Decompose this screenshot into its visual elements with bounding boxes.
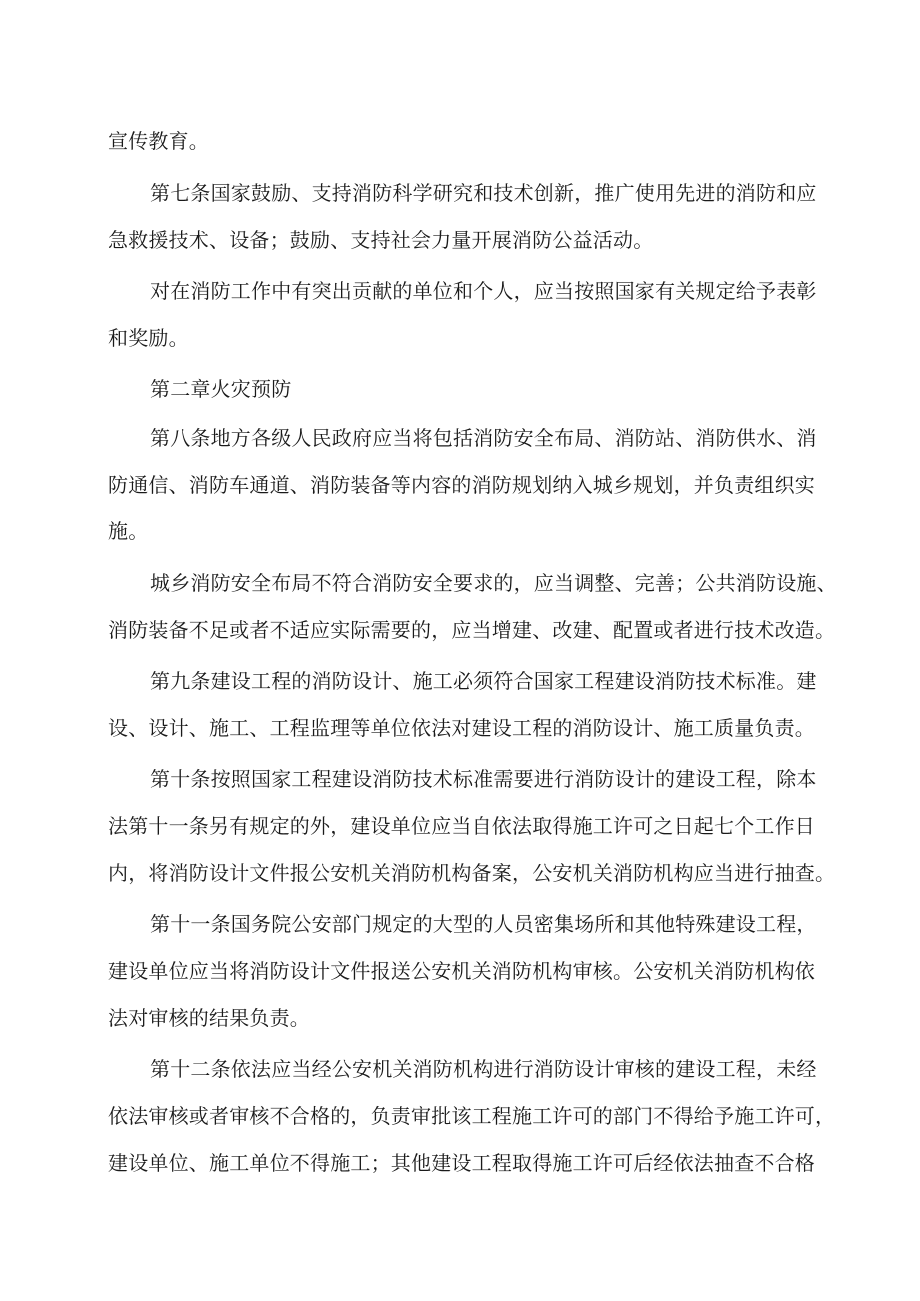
text-line: 急救援技术、设备；鼓励、支持社会力量开展消防公益活动。 — [108, 228, 654, 252]
text-line: 设、设计、施工、工程监理等单位依法对建设工程的消防设计、施工质量负责。 — [108, 716, 815, 740]
paragraph-start: 第十二条依法应当经公安机关消防机构进行消防设计审核的建设工程，未经 — [150, 1057, 817, 1081]
text-line: 宣传教育。 — [108, 129, 209, 153]
text-line: 建设单位应当将消防设计文件报送公安机关消防机构审核。公安机关消防机构依 — [108, 959, 815, 983]
chapter-heading: 第二章火灾预防 — [150, 377, 292, 401]
text-line: 法第十一条另有规定的外，建设单位应当自依法取得施工许可之日起七个工作日 — [108, 814, 815, 838]
text-line: 依法审核或者审核不合格的，负责审批该工程施工许可的部门不得给予施工许可， — [108, 1104, 836, 1128]
paragraph-start: 第九条建设工程的消防设计、施工必须符合国家工程建设消防技术标准。建 — [150, 669, 817, 693]
paragraph-start: 第八条地方各级人民政府应当将包括消防安全布局、消防站、消防供水、消 — [150, 426, 817, 450]
paragraph-start: 第十一条国务院公安部门规定的大型的人员密集场所和其他特殊建设工程， — [150, 912, 817, 936]
text-line: 建设单位、施工单位不得施工；其他建设工程取得施工许可后经依法抽查不合格 — [108, 1151, 815, 1175]
text-line: 施。 — [108, 519, 149, 543]
paragraph-start: 对在消防工作中有突出贡献的单位和个人，应当按照国家有关规定给予表彰 — [150, 279, 817, 303]
text-line: 和奖励。 — [108, 326, 189, 350]
paragraph-start: 城乡消防安全布局不符合消防安全要求的，应当调整、完善；公共消防设施、 — [150, 571, 837, 595]
text-line: 消防装备不足或者不适应实际需要的，应当增建、改建、配置或者进行技术改造。 — [108, 618, 836, 642]
text-line: 内，将消防设计文件报公安机关消防机构备案，公安机关消防机构应当进行抽查。 — [108, 861, 836, 885]
paragraph-start: 第十条按照国家工程建设消防技术标准需要进行消防设计的建设工程，除本 — [150, 767, 817, 791]
paragraph-start: 第七条国家鼓励、支持消防科学研究和技术创新，推广使用先进的消防和应 — [150, 181, 817, 205]
text-line: 法对审核的结果负责。 — [108, 1006, 310, 1030]
text-line: 防通信、消防车通道、消防装备等内容的消防规划纳入城乡规划，并负责组织实 — [108, 473, 815, 497]
